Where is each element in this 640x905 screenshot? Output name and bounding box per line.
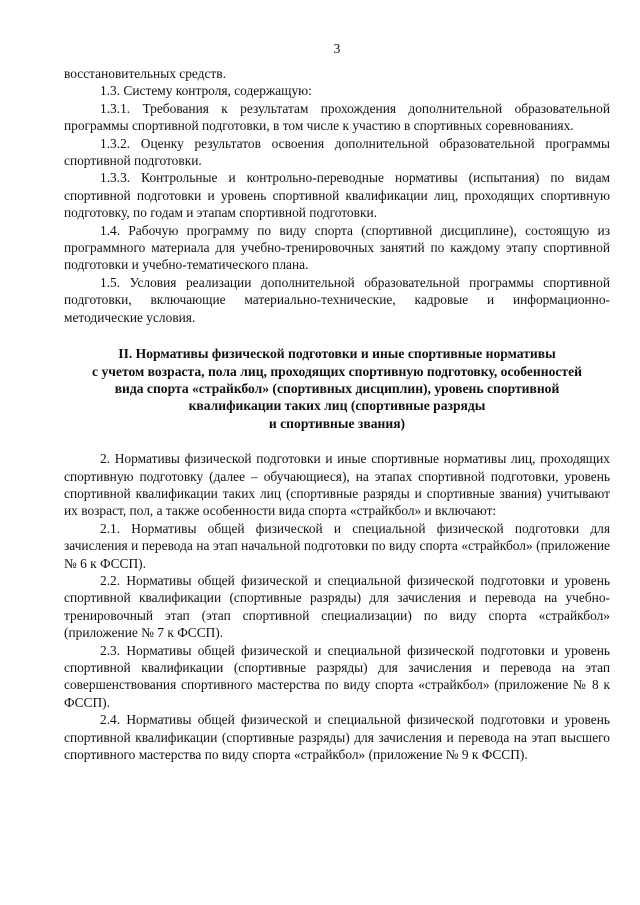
paragraph: 1.5. Условия реализации дополнительной образовательной программы спортивной подготовки, включающие материально-технические, кадровые и информационно-методические условия. <box>64 274 610 325</box>
paragraphs-bottom <box>64 450 610 763</box>
section-heading-line: квалификации таких лиц (спортивные разряды <box>188 398 486 414</box>
paragraph: 1.3.2. Оценку результатов освоения дополнительной образовательной программы спортивной подготовки. <box>64 135 610 169</box>
section-heading <box>64 345 610 432</box>
paragraph: 1.3. Систему контроля, содержащую: <box>100 83 312 99</box>
paragraph: 1.3.3. Контрольные и контрольно-переводные нормативы (испытания) по видам спортивной подготовки и уровень спортивной квалификации лиц, проходящих спортивную подготовку, по годам и этапам спортивной подготовки. <box>64 170 610 221</box>
section-heading-line: и спортивные звания) <box>268 415 406 431</box>
paragraph: 2.1. Нормативы общей физической и специальной физической подготовки для зачисления и перевода на этап начальной подготовки по виду спорта «страйкбол» (приложение № 6 к ФССП). <box>64 520 610 571</box>
paragraph: 1.4. Рабочую программу по виду спорта (спортивной дисциплине), состоящую из программного материала для учебно-тренировочных занятий по каждому этапу спортивной подготовки и учебно-тематического плана. <box>64 222 610 273</box>
paragraphs-top <box>64 65 610 326</box>
document-page <box>64 40 610 763</box>
page-number: 3 <box>333 41 341 56</box>
paragraph: восстановительных средств. <box>64 66 226 81</box>
section-heading-line: вида спорта «страйкбол» (спортивных дисциплин), уровень спортивной <box>114 380 560 396</box>
paragraph: 1.3.1. Требования к результатам прохождения дополнительной образовательной программы спортивной подготовки, в том числе к участию в спортивных соревнованиях. <box>64 100 610 134</box>
paragraph: 2. Нормативы физической подготовки и иные спортивные нормативы лиц, проходящих спортивную подготовку (далее – обучающиеся), на этапах спортивной подготовки, уровень спортивной квалификации таких лиц (спортивные разряды и спортивные звания) учитывают их возраст, пол, а также особенности вида спорта «страйкбол» и включают: <box>64 451 610 519</box>
section-heading-line: с учетом возраста, пола лиц, проходящих спортивную подготовку, особенностей <box>92 363 582 379</box>
paragraph: 2.4. Нормативы общей физической и специальной физической подготовки и уровень спортивной квалификации (спортивные разряды) для зачисления и перевода на этап высшего спортивного мастерства по виду спорта «страйкбол» (приложение № 9 к ФССП). <box>64 712 610 763</box>
paragraph: 2.3. Нормативы общей физической и специальной физической подготовки и уровень спортивной квалификации (спортивные разряды) для зачисления и перевода на этап совершенствования спортивного мастерства по виду спорта «страйкбол» (приложение № 8 к ФССП). <box>64 642 610 710</box>
section-heading-line: II. Нормативы физической подготовки и иные спортивные нормативы <box>118 346 556 362</box>
paragraph: 2.2. Нормативы общей физической и специальной физической подготовки и уровень спортивной квалификации (спортивные разряды) для зачисления и перевода на учебно-тренировочный этап (этап спортивной специализации) по виду спорта «страйкбол» (приложение № 7 к ФССП). <box>64 572 610 641</box>
